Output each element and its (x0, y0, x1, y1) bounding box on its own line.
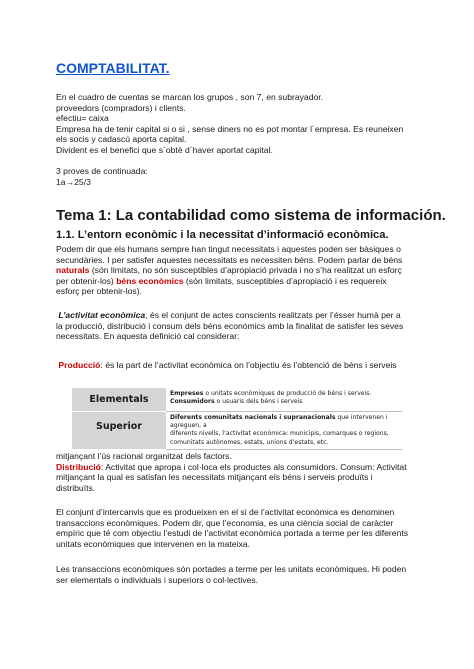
table-cell (166, 388, 402, 412)
table-cell-line: comunitats autònomes, estats, unions d’estats, etc. (170, 438, 329, 446)
intro-line: En el cuadro de cuentas se marcan los grupos , son 7, en subrayador. (56, 92, 324, 102)
paragraph-text: (són limitats, no són susceptibles d’apropiació privada i no s’ha realitzat un esforç (89, 265, 402, 276)
paragraph-line: esforç per obtenir-los). (56, 286, 142, 297)
page-title: COMPTABILITAT. (56, 60, 170, 76)
paragraph-line: empíric que té com objectiu l’estudi de l’activitat econòmica portada a terme per les diferents (56, 528, 409, 539)
term-produccio: Producció (58, 360, 101, 370)
intro-line: 1a→25/3 (56, 176, 91, 187)
subsection-heading: 1.1. L’entorn econòmic i la necessitat d’informació econòmica. (56, 229, 389, 241)
section-heading: Tema 1: La contabilidad como sistema de información. (56, 207, 446, 224)
table-text: o unitats econòmiques de producció de béns i serveis. (203, 390, 372, 397)
table-row (72, 412, 402, 450)
economic-units-table (72, 388, 402, 450)
paragraph-distribution (56, 451, 407, 493)
table-cell-line (170, 390, 402, 398)
paragraph-text: : és la part de l’activitat econòmica on l’objectiu és l’obtenció de béns i serveis (100, 360, 397, 370)
table-text: que intervenen i agreguen, a (170, 414, 388, 430)
table-row (72, 388, 402, 412)
intro-line: els socis y cadascú aporta capital. (56, 134, 187, 145)
table-term: Empreses (170, 390, 204, 397)
paragraph-line: mitjançant l’ús racional organitzat dels factors. (56, 451, 232, 461)
paragraph-activity (56, 310, 403, 342)
table-header-cell: Elementals (72, 388, 166, 412)
table-cell (166, 412, 402, 450)
paragraph-line (56, 265, 402, 276)
paragraph-line: Les transaccions econòmiques són portades a terme per les unitats econòmiques. Hi poden (56, 564, 407, 574)
paragraph-line (56, 462, 407, 473)
intro-line: 3 proves de continuada: (56, 166, 148, 177)
term-bens-economics: béns econòmics (116, 275, 184, 286)
paragraph-units (56, 564, 406, 585)
paragraph-line (56, 360, 397, 371)
intro-line: efectiu= caixa (56, 113, 109, 124)
paragraph-line: ser elementals o individuals i superiors o col·lectives. (56, 574, 259, 585)
paragraph-needs (56, 244, 402, 297)
paragraph-text: , és el conjunt de actes conscients realitzats per l’ésser humà per a (145, 310, 401, 320)
term-activitat-economica: L’activitat econòmica (58, 310, 146, 320)
paragraph-line (56, 276, 402, 287)
term-distribucio: Distribució (56, 461, 101, 472)
paragraph-transactions (56, 507, 408, 549)
paragraph-text: per obtenir-los) (56, 275, 117, 286)
table-term: Consumidors (170, 398, 215, 406)
paragraph-line: El conjunt d’intercanvis que es produeixen en el si de l’activitat econòmica es denominen (56, 507, 395, 517)
table-text: o usuaris dels béns i serveis (214, 398, 303, 406)
intro-line: proveedors (compradors) i clients. (56, 102, 186, 113)
term-naturals: naturals (56, 265, 90, 276)
paragraph-text: : Activitat que apropa i col·loca els productes als consumidors. Consum: Activitat (100, 461, 407, 472)
paragraph-line: unitats econòmiques que intervenen en la mateixa. (56, 538, 250, 549)
table-term: Diferents comunitats nacionals i supranacionals (170, 414, 336, 421)
paragraph-line: necessitats. En aquesta definició cal considerar: (56, 331, 240, 342)
paragraph-line: secundàries. I per satisfer aquestes necessitats es necessiten béns. Podem parlar de béns (56, 254, 403, 265)
spacer (56, 156, 403, 167)
paragraph-text: (són limitats, susceptibles d’apropiació i es requereix (183, 275, 387, 286)
table-cell-line (170, 414, 402, 430)
paragraph-production (56, 360, 397, 371)
intro-line: Divident es el benefici que s´obtè d´haver aportat capital. (56, 144, 273, 155)
paragraph-line: la producció, distribució i consum dels béns econòmics amb la finalitat de satisfer les seves (56, 320, 404, 331)
table-header-cell: Superior (72, 412, 166, 450)
intro-block (56, 92, 403, 187)
table-cell-line (170, 398, 402, 406)
paragraph-line (56, 310, 403, 321)
paragraph-line: transaccions econòmiques. Podem dir, que l’economia, es una ciència social de caràcter (56, 517, 394, 528)
table-cell-line: diferents nivells, l’activitat econòmica: municipis, comarques o regions, (170, 430, 389, 438)
paragraph-line: Podem dir que els humans sempre han tingut necessitats i aquestes poden ser bàsiques o (56, 244, 401, 254)
intro-line: Empresa ha de tenir capital si o si , sense diners no es pot montar l´empresa. Es reuneixen (56, 123, 404, 134)
paragraph-line: distribuïts. (56, 482, 96, 493)
paragraph-line: mitjançant la qual es satisfan les necessitats mitjançant els béns i serveis produïts i (56, 472, 373, 483)
